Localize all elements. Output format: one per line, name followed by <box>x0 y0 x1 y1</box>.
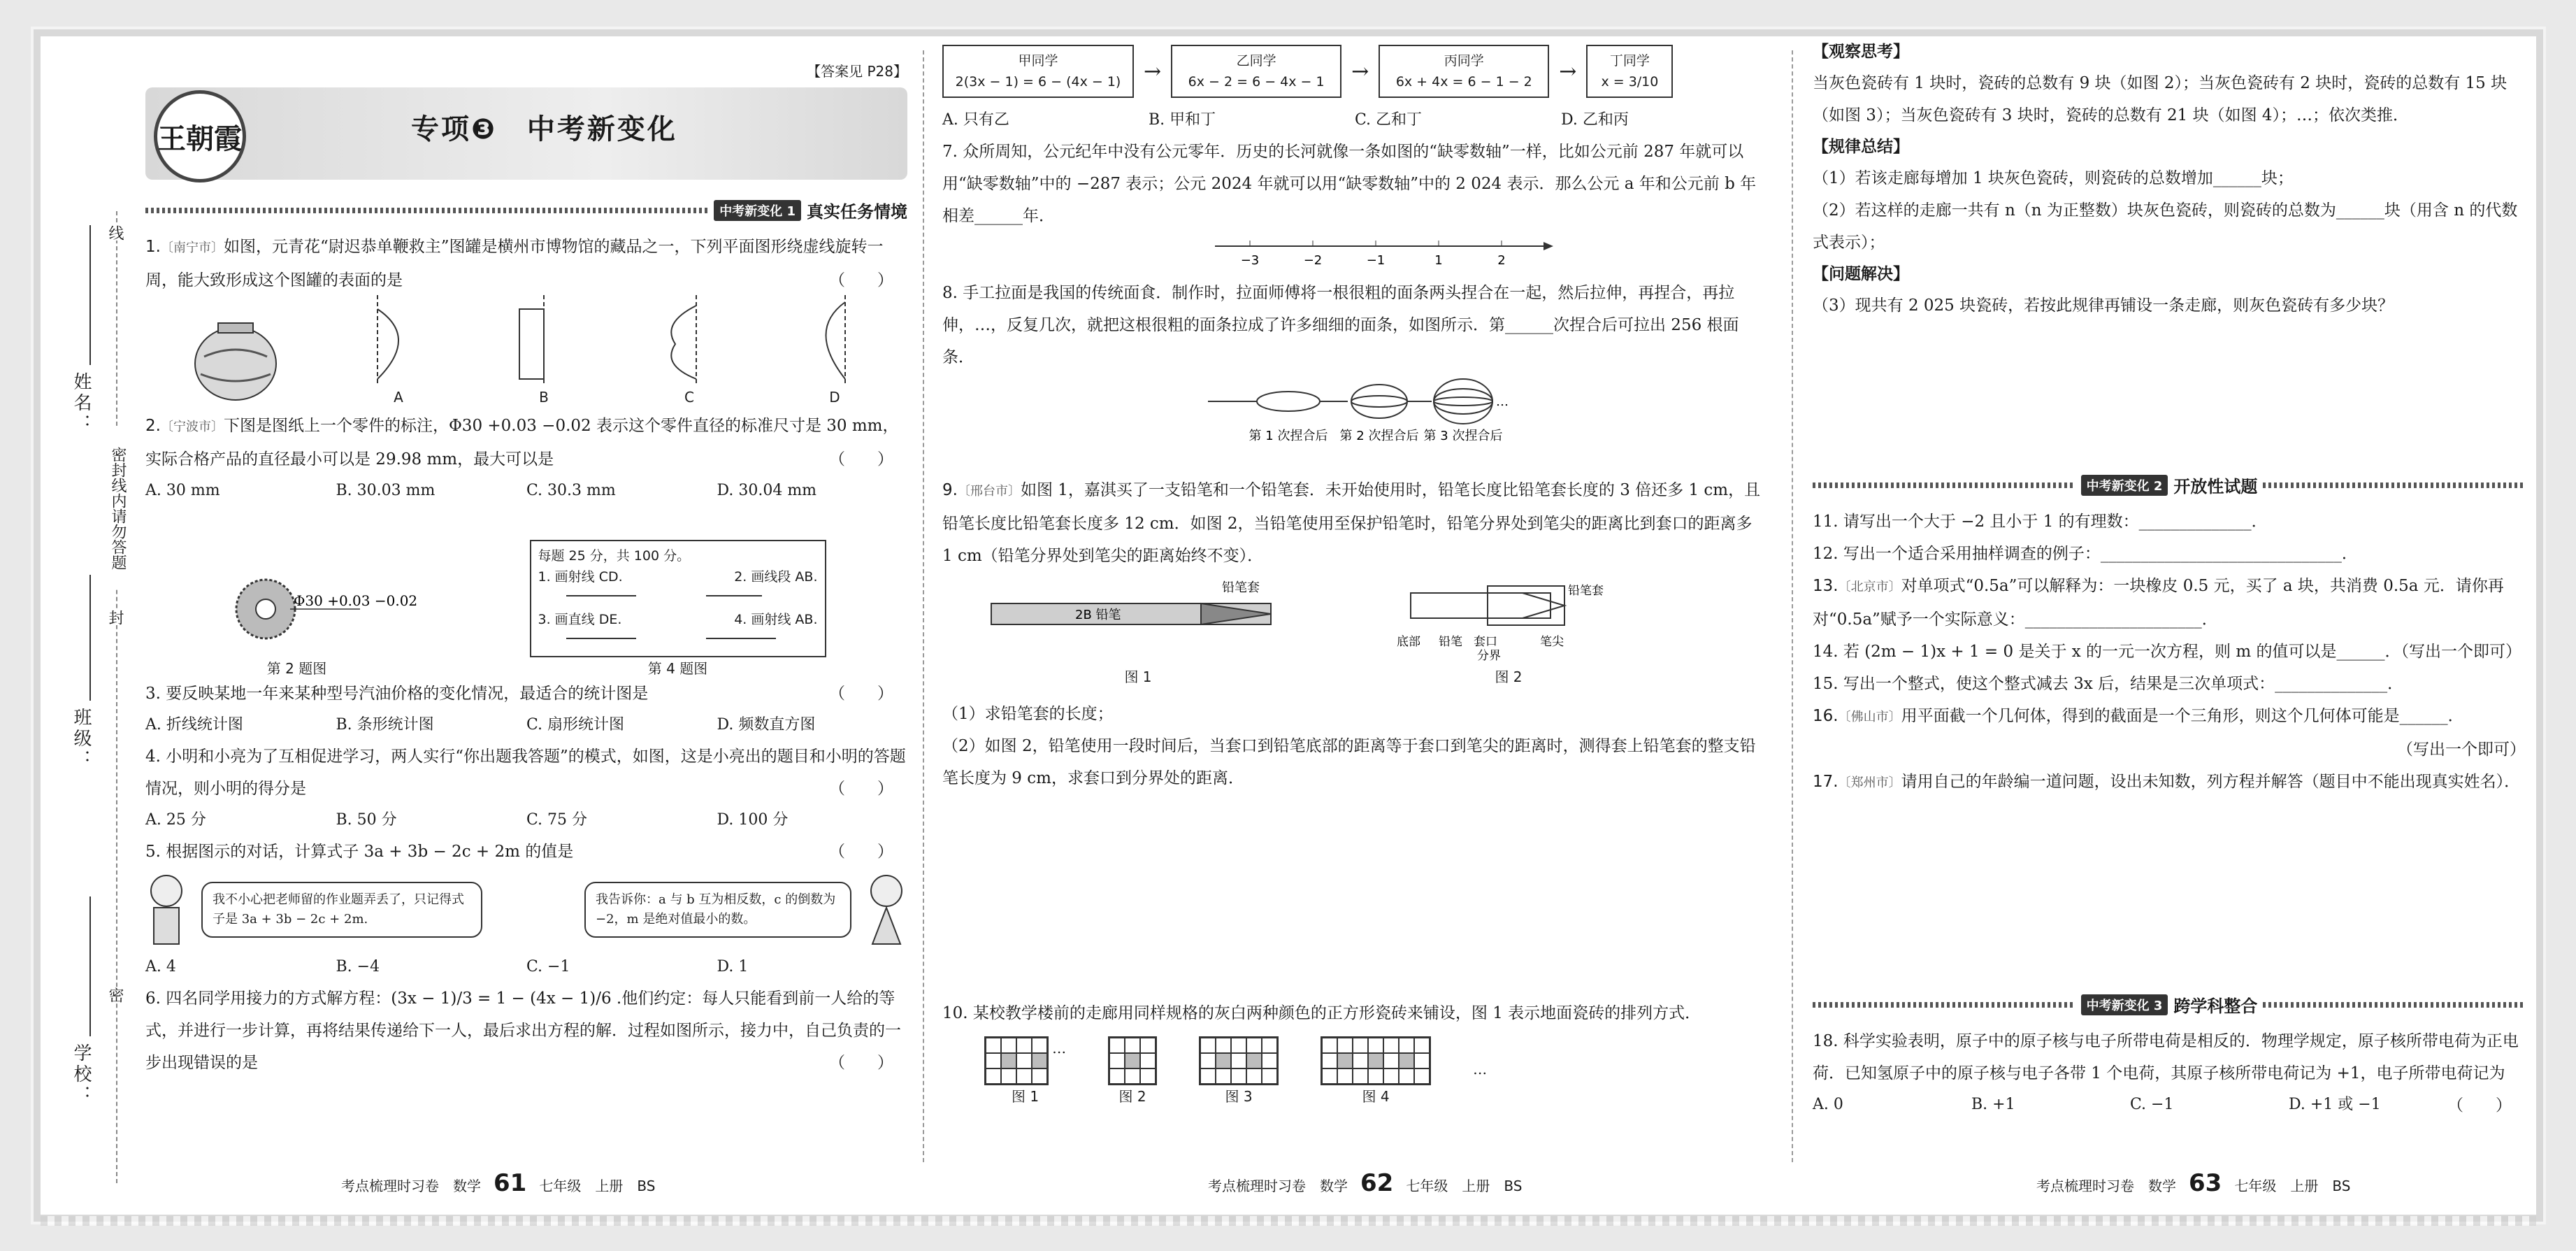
answer-space[interactable] <box>1813 322 2526 455</box>
svg-text:铅笔: 铅笔 <box>1439 635 1462 649</box>
section-title: 真实任务情境 <box>807 202 907 222</box>
option-b[interactable]: B. −4 <box>336 958 380 975</box>
seal-note: 密封线内请勿答题 <box>108 428 126 589</box>
seal-char: 封 <box>108 610 126 625</box>
question-4: 4. 小明和小亮为了互相促进学习，两人实行“你出题我答题”的模式，如图，这是小亮出的题目和小明的答题情况，则小明的得分是 （ ） <box>145 748 906 798</box>
solve-heading: 【问题解决】 <box>1813 265 1909 283</box>
page-divider <box>1792 50 1793 1162</box>
figure-caption: 图 1 <box>1124 669 1152 685</box>
pencil-figure-2 <box>1397 579 1620 686</box>
tick-label: 2 <box>1497 253 1506 268</box>
q6-options <box>942 105 1767 136</box>
heading-rule <box>145 208 708 213</box>
q9-part-1: （1）求铅笔套的长度； <box>942 705 1114 723</box>
section-heading-3 <box>1813 992 2526 1017</box>
q3-options <box>145 710 907 741</box>
noodle-caption: 第 1 次捏合后 <box>1249 429 1328 443</box>
section-title: 开放性试题 <box>2173 477 2258 496</box>
binding-margin <box>41 36 145 1215</box>
option-b[interactable]: B. 30.03 mm <box>336 482 436 499</box>
tick-label: −1 <box>1366 253 1386 268</box>
option-d[interactable]: D. 100 分 <box>717 811 789 829</box>
page-divider <box>923 50 924 1162</box>
school-field[interactable] <box>89 896 91 1036</box>
svg-text:…: … <box>1496 394 1509 409</box>
option-b[interactable]: B. 甲和丁 <box>1149 111 1216 129</box>
arrow-right-icon: → <box>1351 59 1369 84</box>
pencil-figure-1 <box>984 579 1292 686</box>
speech-bubble-boy: 我不小心把老师留的作业题弄丢了，只记得式子是 3a + 3b − 2c + 2m. <box>201 882 482 938</box>
option-d[interactable]: D. 频数直方图 <box>717 716 816 734</box>
section-heading-1 <box>145 198 907 222</box>
rule-heading: 【规律总结】 <box>1813 138 1909 156</box>
question-2: 2.〔宁波市〕下图是图纸上一个零件的标注，Φ30 +0.03 −0.02 表示这个零件直径的标准尺寸是 30 mm，实际合格产品的直径最小可以是 29.98 mm，最大可以是 （ ） <box>145 417 899 469</box>
brand-logo: 王朝霞 <box>154 90 246 183</box>
q16-note: （写出一个即可） <box>2397 741 2526 759</box>
gear-figure <box>227 564 417 678</box>
option-d[interactable]: D. +1 或 −1 <box>2289 1096 2381 1113</box>
arrow-right-icon: → <box>1144 59 1162 84</box>
tile-figure-4: 图 4 <box>1321 1036 1431 1106</box>
option-c[interactable]: C. 扇形统计图 <box>526 716 625 734</box>
noodle-caption: 第 3 次捏合后 <box>1423 429 1503 443</box>
tick-label: −3 <box>1240 253 1260 268</box>
tile-figure-2: 图 2 <box>1108 1036 1157 1106</box>
page-number: 63 <box>2189 1169 2222 1197</box>
svg-text:套口: 套口 <box>1474 635 1497 649</box>
answer-space[interactable] <box>1813 799 2526 974</box>
question-9: 9.〔邢台市〕如图 1，嘉淇买了一支铅笔和一个铅笔套．未开始使用时，铅笔长度比铅笔套长度的 3 倍还多 1 cm，且铅笔长度比铅笔套长度多 12 cm．如图 2，当铅笔使用至保护铅笔时，铅笔分界处到笔尖的距离比到套口的距离多 1 cm（铅笔分界处到笔尖的距离始终不变）． <box>942 481 1761 565</box>
noodle-figure <box>1208 373 1599 471</box>
option-b[interactable]: B. +1 <box>1971 1096 2015 1113</box>
question-13: 13.〔北京市〕对单项式“0.5a”可以解释为：一块橡皮 0.5 元，买了 a 块，共消费 0.5a 元．请你再对“0.5a”赋予一个实际意义：______________________． <box>1813 577 2504 629</box>
q2-figure-caption: 第 2 题图 <box>266 660 327 677</box>
page-62 <box>942 36 1767 1215</box>
heading-rule <box>2263 1002 2526 1008</box>
page-footer: 考点梳理时习卷 数学 61 七年级 上册 BS <box>341 1169 656 1197</box>
question-16: 16.〔佛山市〕用平面截一个几何体，得到的截面是一个三角形，则这个几何体可能是______． <box>1813 707 2464 725</box>
question-8: 8. 手工拉面是我国的传统面食．制作时，拉面师傅将一根很粗的面条两头捏合在一起，然后拉伸，再捏合，再拉伸，…，反复几次，就把这根很粗的面条拉成了许多细细的面条，如图所示．第______次捏合后可拉出 256 根面条． <box>942 284 1739 366</box>
boy-illustration <box>145 871 187 948</box>
option-c-figure: C <box>661 295 717 406</box>
solve-part-3: （3）现共有 2 025 块瓷砖，若按此规律再铺设一条走廊，则灰色瓷砖有多少块？ <box>1813 296 2394 315</box>
option-a[interactable]: A. 折线统计图 <box>145 716 243 734</box>
section-tag: 中考新变化 1 <box>714 200 801 221</box>
option-a[interactable]: A. 只有乙 <box>942 111 1009 129</box>
option-b-figure: B <box>516 295 572 406</box>
option-c[interactable]: C. −1 <box>2130 1096 2174 1113</box>
tile-figure-3: 图 3 <box>1199 1036 1279 1106</box>
pencil-label: 2B 铅笔 <box>1075 608 1121 622</box>
q18-options <box>1813 1089 2447 1120</box>
page-title: 专项❸ 中考新变化 <box>411 113 677 145</box>
decorative-bottom-border <box>41 1216 2536 1226</box>
option-d-figure: D <box>807 295 863 406</box>
option-a[interactable]: A. 0 <box>1813 1096 1843 1113</box>
option-d[interactable]: D. 1 <box>717 958 749 975</box>
option-b[interactable]: B. 条形统计图 <box>336 716 434 734</box>
title-banner <box>145 87 907 180</box>
answer-space[interactable] <box>942 794 1767 997</box>
q9-part-2: （2）如图 2，铅笔使用一段时间后，当套口到铅笔底部的距离等于套口到笔尖的距离时，测得套上铅笔套的整支铅笔长度为 9 cm，求套口到分界处的距离． <box>942 737 1756 787</box>
page-footer: 考点梳理时习卷 数学 62 七年级 上册 BS <box>1208 1169 1523 1197</box>
flow-step-ding: 丁同学 x = 3/10 <box>1586 45 1673 98</box>
option-b[interactable]: B. 50 分 <box>336 811 397 829</box>
page-63 <box>1813 36 2526 1215</box>
tile-figures: … 图 1 图 2 图 3 图 4 … <box>984 1036 1767 1106</box>
girl-illustration <box>865 871 907 948</box>
seal-char: 密 <box>108 987 126 1003</box>
section-tag: 中考新变化 3 <box>2081 994 2168 1015</box>
class-field[interactable] <box>89 575 91 701</box>
q4-figure-caption: 第 4 题图 <box>647 660 708 677</box>
heading-rule <box>2263 482 2526 488</box>
option-d[interactable]: D. 乙和丙 <box>1561 111 1629 129</box>
observe-heading: 【观察思考】 <box>1813 43 1909 61</box>
q2-q4-figures <box>145 506 907 678</box>
question-14: 14. 若 (2m − 1)x + 1 = 0 是关于 x 的一元一次方程，则 m 的值可以是______．（写出一个即可） <box>1813 643 2521 661</box>
answer-reference: 【答案见 P28】 <box>807 63 907 80</box>
option-a-figure: A <box>370 295 426 406</box>
question-17: 17.〔郑州市〕请用自己的年龄编一道问题，设出未知数，列方程并解答（题目中不能出现真实姓名）． <box>1813 773 2521 791</box>
decorative-top-border <box>41 27 2536 36</box>
svg-text:分界: 分界 <box>1477 649 1501 663</box>
speech-bubble-girl: 我告诉你：a 与 b 互为相反数，c 的倒数为 −2，m 是绝对值最小的数。 <box>584 882 851 938</box>
noodle-caption: 第 2 次捏合后 <box>1339 429 1419 443</box>
q1-figures <box>145 301 907 406</box>
question-10: 10. 某校教学楼前的走廊用同样规格的灰白两种颜色的正方形瓷砖来铺设，图 1 表示地面瓷砖的排列方式． <box>942 1004 1701 1022</box>
heading-rule <box>1813 482 2075 488</box>
name-label: 姓名： <box>71 372 92 435</box>
option-a[interactable]: A. 30 mm <box>145 482 220 499</box>
flow-step-bing: 丙同学 6x + 4x = 6 − 1 − 2 <box>1379 45 1549 98</box>
heading-rule <box>1813 1002 2075 1008</box>
page-61 <box>145 36 907 1215</box>
option-a[interactable]: A. 4 <box>145 958 176 975</box>
section-tag: 中考新变化 2 <box>2081 475 2168 496</box>
figure-caption: 图 2 <box>1495 669 1523 685</box>
school-label: 学校： <box>71 1043 92 1106</box>
vase-image <box>190 315 281 406</box>
question-12: 12. 写出一个适合采用抽样调查的例子：______________________________． <box>1813 545 2358 563</box>
section-heading-2 <box>1813 473 2526 497</box>
arrow-right-icon: → <box>1559 59 1577 84</box>
svg-text:笔尖: 笔尖 <box>1540 635 1564 649</box>
page-number: 62 <box>1360 1169 1394 1197</box>
question-3: 3. 要反映某地一年来某种型号汽油价格的变化情况，最适合的统计图是 （ ） <box>145 685 893 703</box>
question-18: 18. 科学实验表明，原子中的原子核与电子所带电荷是相反的．物理学规定，原子核所带电荷为正电荷．已知氢原子中的原子核与电子各带 1 个电荷，其原子核所带电荷记为 +1，电子所带电荷记为 （ ） <box>1813 1032 2519 1115</box>
q5-dialogue <box>145 868 907 952</box>
q4-options <box>145 805 907 836</box>
seal-char: 线 <box>108 225 126 241</box>
q2-options <box>145 476 907 506</box>
sleeve-label: 铅笔套 <box>1222 580 1260 595</box>
option-c[interactable]: C. −1 <box>526 958 570 975</box>
option-c[interactable]: C. 75 分 <box>526 811 588 829</box>
question-11: 11. 请写出一个大于 −2 且小于 1 的有理数：______________． <box>1813 513 2268 531</box>
flow-step-yi: 乙同学 6x − 2 = 6 − 4x − 1 <box>1171 45 1341 98</box>
svg-text:底部: 底部 <box>1397 635 1420 649</box>
question-5: 5. 根据图示的对话，计算式子 3a + 3b − 2c + 2m 的值是 （ ） <box>145 843 893 861</box>
tile-figure-1: … 图 1 <box>984 1036 1066 1106</box>
page-number: 61 <box>494 1169 527 1197</box>
q5-options <box>145 952 907 982</box>
option-c[interactable]: C. 30.3 mm <box>526 482 616 499</box>
class-label: 班级： <box>71 708 92 771</box>
q4-answer-box: 每题 25 分，共 100 分。 1. 画射线 CD. 2. 画线段 AB. 3. 画直线 DE. 4. 画射线 AB. <box>530 540 826 657</box>
flow-step-jia: 甲同学 2(3x − 1) = 6 − (4x − 1) <box>942 45 1134 98</box>
rule-part-2: （2）若这样的走廊一共有 n（n 为正整数）块灰色瓷砖，则瓷砖的总数为______块（用含 n 的代数式表示）； <box>1813 201 2518 252</box>
q6-flowchart <box>942 45 1767 98</box>
tick-label: 1 <box>1434 253 1443 268</box>
section-title: 跨学科整合 <box>2173 996 2258 1016</box>
option-a[interactable]: A. 25 分 <box>145 811 206 829</box>
observe-text: 当灰色瓷砖有 1 块时，瓷砖的总数有 9 块（如图 2）；当灰色瓷砖有 2 块时，瓷砖的总数有 15 块（如图 3）；当灰色瓷砖有 3 块时，瓷砖的总数有 21 块（如图 4）；…；依次类推． <box>1813 74 2507 124</box>
page-footer: 考点梳理时习卷 数学 63 七年级 上册 BS <box>2036 1169 2351 1197</box>
question-6: 6. 四名同学用接力的方式解方程：(3x − 1)/3 = 1 − (4x − 1)/6 .他们约定：每人只能看到前一人给的等式，并进行一步计算，再将结果传递给下一人，最后求出方程的解．过程如图所示，接力中，自己负责的一步出现错误的是 （ ） <box>145 989 901 1072</box>
name-field[interactable] <box>89 225 91 365</box>
svg-text:铅笔套: 铅笔套 <box>1568 584 1604 598</box>
rule-part-1: （1）若该走廊每增加 1 块灰色瓷砖，则瓷砖的总数增加______块； <box>1813 169 2294 187</box>
exam-sheet <box>41 36 2536 1215</box>
tick-label: −2 <box>1303 253 1323 268</box>
missing-zero-number-line <box>1208 232 1557 274</box>
option-c[interactable]: C. 乙和丁 <box>1355 111 1423 129</box>
question-7: 7. 众所周知，公元纪年中没有公元零年．历史的长河就像一条如图的“缺零数轴”一样，比如公元前 287 年就可以用“缺零数轴”中的 −287 表示；公元 2024 年就可以用“缺零数轴”中的 2 024 表示．那么公元 a 年和公元前 b 年相差______年． <box>942 143 1757 225</box>
question-15: 15. 写出一个整式，使这个整式减去 3x 后，结果是三次单项式：______________． <box>1813 675 2404 693</box>
tolerance-label: Φ30 +0.03 −0.02 <box>293 592 417 609</box>
pencil-figures <box>984 579 1767 698</box>
q4-figure <box>530 540 826 678</box>
option-d[interactable]: D. 30.04 mm <box>717 482 817 499</box>
question-1: 1.〔南宁市〕如图，元青花“尉迟恭单鞭救主”图罐是横州市博物馆的藏品之一，下列平面图形绕虚线旋转一周，能大致形成这个图罐的表面的是 （ ） <box>145 238 893 289</box>
binding-dashed-line <box>116 211 117 1183</box>
